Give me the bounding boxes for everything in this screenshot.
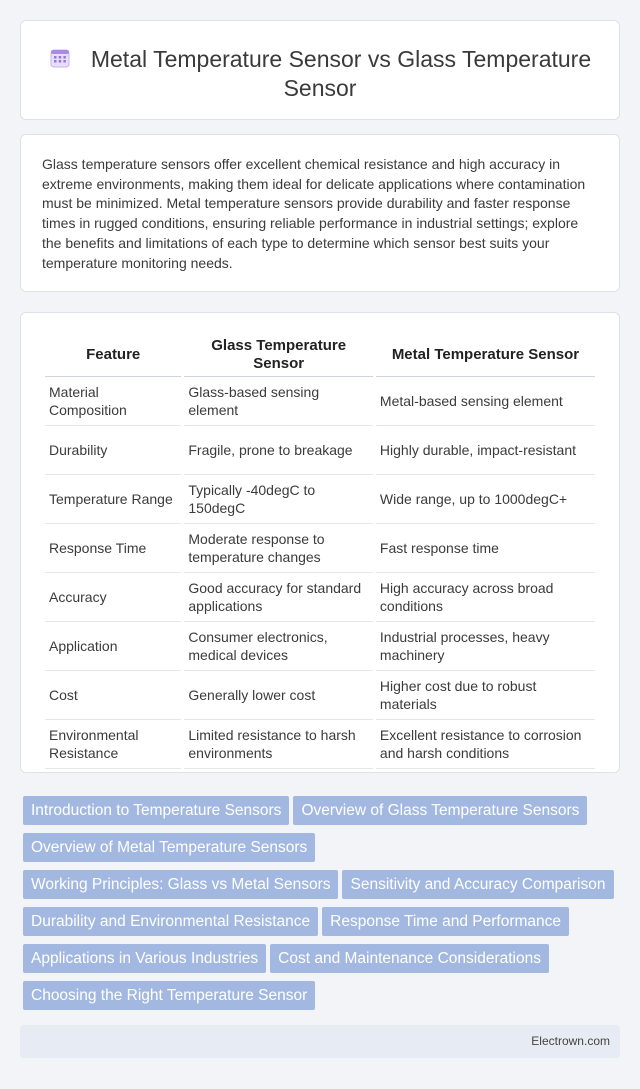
topic-tags [23, 796, 618, 1018]
cell-metal: Wide range, up to 1000degC+ [376, 475, 595, 524]
header-feature: Feature [45, 333, 181, 377]
cell-metal: High accuracy across broad conditions [376, 573, 595, 622]
cell-glass: Consumer electronics, medical devices [184, 622, 373, 671]
cell-feature: Cost [45, 671, 181, 720]
title-card [20, 20, 620, 120]
page-title: Metal Temperature Sensor vs Glass Temperature Sensor [90, 46, 592, 101]
table-row [45, 573, 595, 622]
table-row [45, 426, 595, 475]
page-title-wrap [21, 45, 619, 103]
topic-tag[interactable]: Overview of Glass Temperature Sensors [293, 796, 587, 825]
topic-tag[interactable]: Applications in Various Industries [23, 944, 266, 973]
comparison-table [42, 333, 598, 769]
cell-glass: Typically -40degC to 150degC [184, 475, 373, 524]
footer-site: Electrown.com [531, 1034, 610, 1048]
table-row [45, 720, 595, 769]
cell-feature: Accuracy [45, 573, 181, 622]
topic-tag[interactable]: Cost and Maintenance Considerations [270, 944, 549, 973]
cell-metal: Industrial processes, heavy machinery [376, 622, 595, 671]
table-row [45, 671, 595, 720]
cell-feature: Response Time [45, 524, 181, 573]
cell-metal: Metal-based sensing element [376, 377, 595, 426]
cell-glass: Good accuracy for standard applications [184, 573, 373, 622]
table-row [45, 524, 595, 573]
cell-feature: Durability [45, 426, 181, 475]
header-metal: Metal Temperature Sensor [376, 333, 595, 377]
cell-feature: Material Composition [45, 377, 181, 426]
comparison-table-card [20, 312, 620, 773]
table-row [45, 475, 595, 524]
header-glass: Glass Temperature Sensor [184, 333, 373, 377]
cell-glass: Generally lower cost [184, 671, 373, 720]
topic-tag[interactable]: Choosing the Right Temperature Sensor [23, 981, 315, 1010]
topic-tag[interactable]: Overview of Metal Temperature Sensors [23, 833, 315, 862]
topic-tag[interactable]: Durability and Environmental Resistance [23, 907, 318, 936]
cell-metal: Excellent resistance to corrosion and harsh conditions [376, 720, 595, 769]
cell-feature: Temperature Range [45, 475, 181, 524]
cell-glass: Moderate response to temperature changes [184, 524, 373, 573]
table-header-row [45, 333, 595, 377]
cell-glass: Limited resistance to harsh environments [184, 720, 373, 769]
intro-paragraph: Glass temperature sensors offer excellent chemical resistance and high accuracy in extreme environments, making them ideal for delicate applications where contamination must be minimized. Metal temperature sensors provide durability and faster response times in rugged conditions, ensuring reliable performance in industrial settings; explore the benefits and limitations of each type to determine which sensor best suits your temperature monitoring needs. [42, 156, 586, 271]
cell-feature: Environmental Resistance [45, 720, 181, 769]
cell-metal: Fast response time [376, 524, 595, 573]
intro-card [20, 134, 620, 292]
topic-tag[interactable]: Sensitivity and Accuracy Comparison [342, 870, 613, 899]
topic-tag[interactable]: Introduction to Temperature Sensors [23, 796, 289, 825]
cell-metal: Higher cost due to robust materials [376, 671, 595, 720]
topic-tag[interactable]: Response Time and Performance [322, 907, 569, 936]
calendar-grid-icon [49, 47, 71, 69]
cell-glass: Fragile, prone to breakage [184, 426, 373, 475]
table-row [45, 377, 595, 426]
topic-tag[interactable]: Working Principles: Glass vs Metal Sensors [23, 870, 338, 899]
cell-feature: Application [45, 622, 181, 671]
cell-metal: Highly durable, impact-resistant [376, 426, 595, 475]
footer [20, 1025, 620, 1058]
table-row [45, 622, 595, 671]
cell-glass: Glass-based sensing element [184, 377, 373, 426]
